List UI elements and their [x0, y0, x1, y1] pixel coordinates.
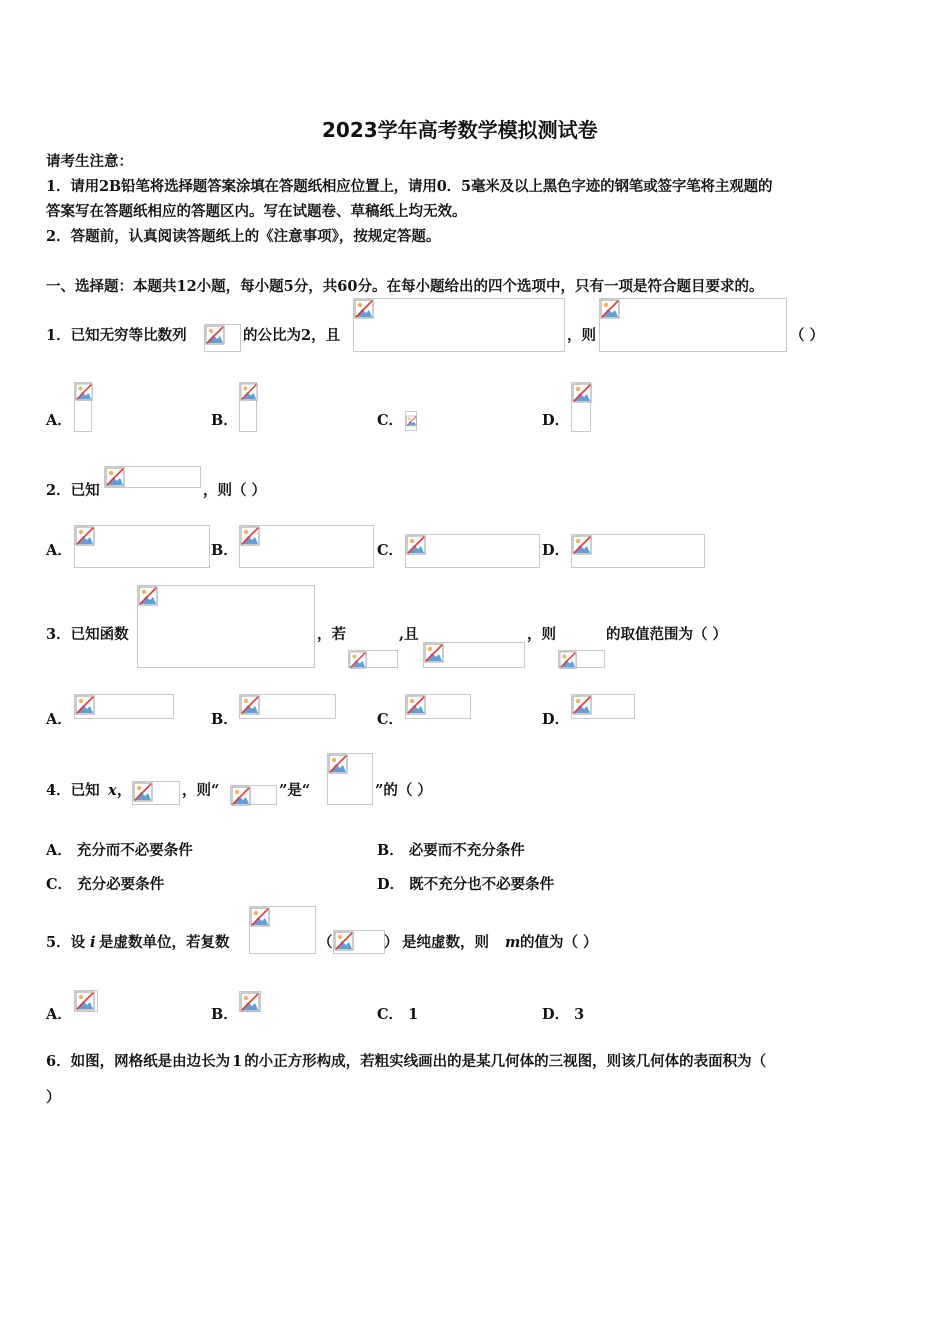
q5-option-a-formula: [74, 990, 98, 1012]
q5-var-i: i: [90, 934, 96, 951]
q3-option-c-label: C．: [377, 711, 404, 728]
broken-image-icon: [334, 931, 354, 951]
q3-option-c-formula: [405, 694, 471, 719]
broken-image-icon: [424, 643, 444, 663]
broken-image-icon: [240, 992, 260, 1012]
q5-option-c: C． 1: [377, 1006, 419, 1023]
q3-formula-function: [137, 585, 315, 668]
broken-image-icon: [572, 383, 592, 403]
broken-image-icon: [559, 651, 577, 669]
section-heading: 一、选择题：本题共12小题，每小题5分，共60分。在每小题给出的四个选项中，只有一项是符合题目要求的。: [46, 278, 764, 295]
q1-option-d-label: D．: [542, 412, 570, 429]
broken-image-icon: [138, 586, 158, 606]
q3-text-e: 的取值范围为（ ）: [606, 626, 728, 643]
notice-line-2: 2．答题前，认真阅读答题纸上的《注意事项》，按规定答题。: [46, 228, 441, 245]
q1-option-a-formula: [74, 382, 92, 432]
broken-image-icon: [75, 991, 95, 1011]
q5-text-c: 是纯虚数，则: [402, 934, 489, 951]
q4-comma: ，: [117, 782, 132, 799]
broken-image-icon: [231, 786, 251, 806]
broken-image-icon: [75, 383, 93, 401]
notice-line-1b: 答案写在答题纸相应的答题区内。写在试题卷、草稿纸上均无效。: [46, 203, 467, 220]
q5-option-b-formula: [239, 991, 261, 1012]
q4-text-c: ”是“: [279, 782, 311, 799]
broken-image-icon: [572, 695, 592, 715]
q3-option-d-formula: [571, 694, 635, 719]
q5-formula-m-domain: [333, 930, 385, 954]
q4-var-x: x: [108, 782, 117, 799]
q3-option-b-label: B．: [211, 711, 238, 728]
notice-line-1: 1．请用2B铅笔将选择题答案涂填在答题纸相应位置上，请用0．5毫米及以上黑色字迹的钢笔或签字笔将主观题的: [46, 178, 773, 195]
q4-formula-p: [230, 785, 277, 805]
broken-image-icon: [133, 782, 153, 802]
q5-option-d: D． 3: [542, 1006, 585, 1023]
broken-image-icon: [354, 299, 374, 319]
q4-formula-q: [327, 753, 373, 805]
q2-option-b-label: B．: [211, 542, 238, 559]
q3-formula-target: [558, 650, 605, 668]
q1-formula-condition: [353, 298, 565, 352]
q5-lparen: （: [318, 934, 333, 951]
notice-heading: 请考生注意：: [46, 153, 133, 170]
q4-option-a: A． 充分而不必要条件: [46, 842, 193, 859]
q5-option-b-label: B．: [211, 1006, 238, 1023]
q1-option-d-formula: [571, 382, 591, 432]
broken-image-icon: [406, 412, 417, 430]
q6-text-a-part2: 的小正方形构成，若粗实线画出的是某几何体的三视图，则该几何体的表面积为（: [244, 1053, 767, 1070]
broken-image-icon: [349, 651, 367, 669]
q3-option-a-formula: [74, 694, 174, 719]
q3-text-c: ,且: [399, 626, 419, 643]
broken-image-icon: [105, 467, 125, 487]
broken-image-icon: [75, 526, 95, 546]
q6-text-a-part1: 6．如图，网格纸是由边长为: [46, 1053, 231, 1070]
q1-option-a-label: A．: [46, 412, 72, 429]
q5-rparen: ）: [384, 934, 399, 951]
q1-formula-sequence: [204, 324, 241, 352]
q2-option-c-formula: [405, 534, 540, 568]
broken-image-icon: [600, 299, 620, 319]
q1-option-b-label: B．: [211, 412, 238, 429]
q6-number-one: 1: [232, 1053, 243, 1070]
page-title: 2023学年高考数学模拟测试卷: [322, 118, 598, 142]
q4-text-b: ，则“: [182, 782, 220, 799]
broken-image-icon: [240, 383, 258, 401]
q1-option-c-label: C．: [377, 412, 404, 429]
q3-text-d: ，则: [527, 626, 556, 643]
q5-text-a: 5．设: [46, 934, 86, 951]
q1-option-c-formula: [405, 411, 417, 431]
q2-option-d-formula: [571, 534, 705, 568]
q3-text-b: ，若: [317, 626, 346, 643]
q2-option-b-formula: [239, 525, 374, 568]
q2-formula-given: [104, 466, 201, 488]
q2-option-c-label: C．: [377, 542, 404, 559]
q3-option-b-formula: [239, 694, 336, 719]
q5-var-m: m: [505, 934, 521, 951]
broken-image-icon: [328, 754, 348, 774]
q6-text-close-paren: ）: [46, 1089, 61, 1106]
broken-image-icon: [240, 526, 260, 546]
q1-option-b-formula: [239, 382, 257, 432]
q3-option-d-label: D．: [542, 711, 570, 728]
q6-text-a: [46, 1053, 766, 1071]
q1-text-c: ，则: [567, 327, 596, 344]
q2-option-a-label: A．: [46, 542, 72, 559]
q1-text-b: 的公比为2，且: [243, 327, 341, 344]
q2-option-a-formula: [74, 525, 210, 568]
broken-image-icon: [205, 325, 225, 345]
q1-paren: （ ）: [790, 327, 825, 344]
broken-image-icon: [250, 907, 270, 927]
broken-image-icon: [75, 695, 95, 715]
q4-option-c: C． 充分必要条件: [46, 876, 165, 893]
q5-option-a-label: A．: [46, 1006, 72, 1023]
q4-text-a: 4．已知: [46, 782, 100, 799]
q4-option-b: B． 必要而不充分条件: [377, 842, 525, 859]
broken-image-icon: [406, 695, 426, 715]
q3-formula-if: [348, 650, 398, 668]
q4-formula-domain: [132, 781, 180, 805]
q2-option-d-label: D．: [542, 542, 570, 559]
broken-image-icon: [240, 695, 260, 715]
broken-image-icon: [572, 535, 592, 555]
q1-formula-target: [599, 298, 787, 352]
q1-text-a: 1．已知无穷等比数列: [46, 327, 187, 344]
q2-text-a: 2．已知: [46, 482, 100, 499]
broken-image-icon: [406, 535, 426, 555]
q3-option-a-label: A．: [46, 711, 72, 728]
q4-text-d: ”的（ ）: [375, 782, 432, 799]
q2-text-b: ，则（ ）: [203, 482, 267, 499]
q5-formula-complex: [249, 906, 316, 954]
q4-option-d: D． 既不充分也不必要条件: [377, 876, 555, 893]
q3-text-a: 3．已知函数: [46, 626, 129, 643]
q5-text-b: 是虚数单位，若复数: [99, 934, 230, 951]
q3-formula-and: [423, 642, 525, 668]
q5-text-d: 的值为（ ）: [520, 934, 598, 951]
